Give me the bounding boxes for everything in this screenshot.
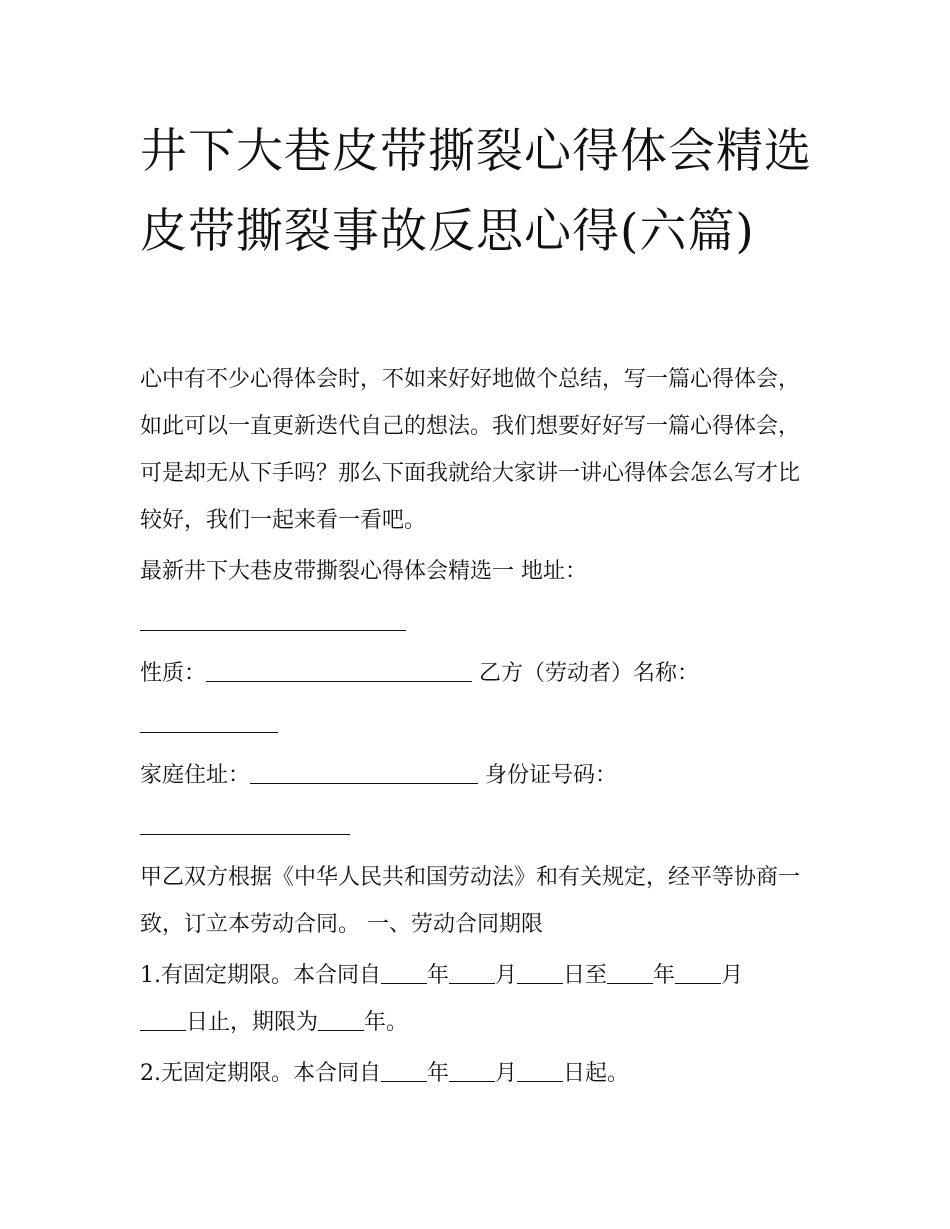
clause-2-lead: 2.无固定期限。本合同自 xyxy=(140,1061,381,1086)
intro-paragraph: 心中有不少心得体会时，不如来好好地做个总结，写一篇心得体会，如此可以一直更新迭代自己的想法。我们想要好好写一篇心得体会，可是却无从下手吗？那么下面我就给大家讲一讲心得体会怎么写才比较好，我们一起来看一看吧。 xyxy=(140,367,801,533)
clause-2-year-text: 年 xyxy=(427,1061,450,1086)
document-body xyxy=(140,356,820,1101)
nature-line xyxy=(140,650,820,697)
document-title: 井下大巷皮带撕裂心得体会精选 皮带撕裂事故反思心得(六篇) xyxy=(140,124,812,259)
nature-label: 性质： xyxy=(140,661,207,686)
clause-2 xyxy=(140,1050,820,1097)
party-b-label: 乙方（劳动者）名称： xyxy=(479,661,700,686)
clause-1-end-year-blank[interactable] xyxy=(607,961,653,984)
home-address-line xyxy=(140,752,820,799)
clause-1-end-day-blank[interactable] xyxy=(140,1008,186,1031)
section-heading-text: 最新井下大巷皮带撕裂心得体会精选一 地址： xyxy=(140,559,587,584)
clause-1-end-month-text: 月 xyxy=(721,963,744,988)
clause-1-year-text: 年 xyxy=(427,963,450,988)
clause-1-start-day-blank[interactable] xyxy=(517,961,563,984)
agreement-paragraph: 甲乙双方根据《中华人民共和国劳动法》和有关规定，经平等协商一致，订立本劳动合同。 一、劳动合同期限 xyxy=(140,865,801,937)
clause-1-lead: 1.有固定期限。本合同自 xyxy=(140,963,381,988)
clause-1-day-to-text: 日至 xyxy=(563,963,608,988)
home-address-label: 家庭住址： xyxy=(140,763,251,788)
party-b-blank[interactable] xyxy=(140,710,278,733)
clause-1-day-end-text: 日止，期限为 xyxy=(186,1010,319,1035)
address-blank-line xyxy=(140,599,820,629)
section-heading xyxy=(140,548,820,595)
clause-1-period-blank[interactable] xyxy=(318,1008,364,1031)
id-number-blank[interactable] xyxy=(140,812,350,835)
address-blank[interactable] xyxy=(140,608,406,631)
clause-1-start-year-blank[interactable] xyxy=(381,961,427,984)
nature-blank[interactable] xyxy=(206,659,472,682)
clause-1-month-text: 月 xyxy=(495,963,518,988)
clause-2-month-blank[interactable] xyxy=(449,1059,495,1082)
id-number-label: 身份证号码： xyxy=(485,763,618,788)
id-number-blank-line xyxy=(140,803,820,833)
party-b-blank-line xyxy=(140,701,820,731)
clause-1-period-text: 年。 xyxy=(364,1010,409,1035)
clause-2-year-blank[interactable] xyxy=(381,1059,427,1082)
clause-1-start-month-blank[interactable] xyxy=(449,961,495,984)
clause-1 xyxy=(140,952,820,1046)
clause-2-month-text: 月 xyxy=(495,1061,518,1086)
clause-1-end-month-blank[interactable] xyxy=(675,961,721,984)
home-address-blank[interactable] xyxy=(250,761,478,784)
clause-1-end-year-text: 年 xyxy=(653,963,676,988)
clause-2-day-from-text: 日起。 xyxy=(563,1061,630,1086)
clause-2-day-blank[interactable] xyxy=(517,1059,563,1082)
